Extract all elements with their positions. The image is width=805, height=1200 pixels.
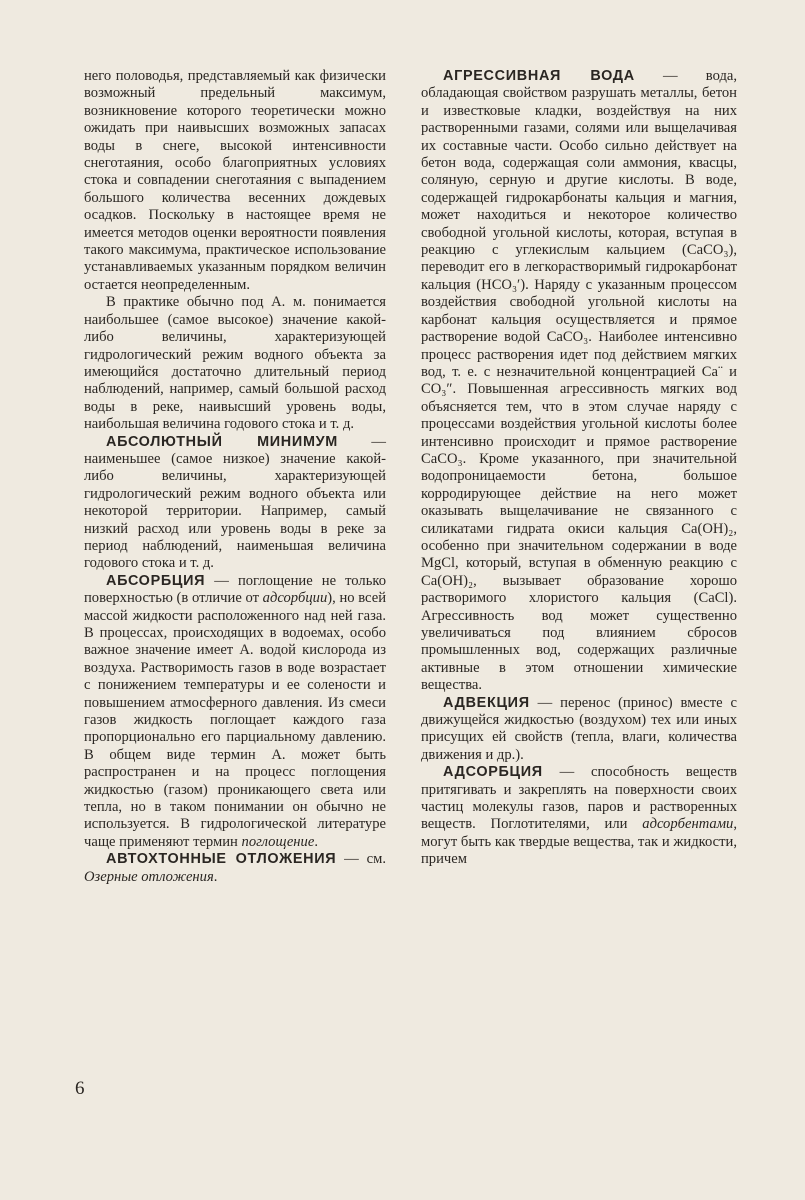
definition: . [314,833,318,850]
headword: АГРЕССИВНАЯ ВОДА [443,68,635,84]
headword: АДВЕКЦИЯ [443,694,530,711]
definition: ), но всей массой жидкости расположенного над ней газа. В процессах, происходящих в водоемах, особо важное значение имеет А. водой кислорода из воздуха. Растворимость газов в воде возрастает с понижением температуры и ее солености и повышением атмосферного давления. Из смеси газов жидкость поглощает каждого газа пропорционально его парциальному давлению. В общем виде термин А. может быть распространен и на процесс поглощения жидкостью (газом) проникающего света или тепла, но в таком понимании он обычно не используется. В гидрологической литературе чаще применяют термин [84,590,386,850]
headword: АБСОЛЮТНЫЙ МИНИМУМ [106,433,338,450]
entry-aggressive-water [421,68,737,695]
definition: — вода, обладающая свойством разрушать металлы, бетон и известковые кладки, воздействуя на них растворенными газами, солями или выщелачивая их составные части. Особо сильно действует на бетон вода, содержащая соли аммония, квасцы, соляную, серную и другие кислоты. В воде, содержащей гидрокарбонаты кальция и магния, может находиться и некоторое количество свободной угольной кислоты, которая, вступая в реакцию с углекислым кальцием (CaCO₃), переводит его в легкорастворимый гидрокарбонат кальция (HCO₃′). Наряду с указанным процессом воздействия свободной угольной кислоты на карбонат кальция осуществляется и прямое растворение водой CaCO₃. Наиболее интенсивно процесс растворения идет под действием мягких вод, т. е. с незначительной концентрацией Ca¨ и CO₃″. Повышенная агрессивность мягких вод объясняется тем, что в этом случае наряду с процессами воздействия угольной кислоты более интенсивно происходит и прямое растворение CaCO₃. Кроме указанного, при значительной водопроницаемости бетона, большое корродирующее действие на него может оказывать выщелачивание не связанного с силикатами гидрата окиси кальция Ca(OH)₂, особенно при значительном содержании в воде MgCl, который, вступая в обменную реакцию с Ca(OH)₂, вызывает образование хорошо растворимого хлористого кальция (CaCl). Агрессивность вод может существенно увеличиваться под влиянием сбросов промышленных вод, содержащих различные активные в этом отношении химические вещества. [421,68,738,694]
entry-adsorption [421,764,737,868]
right-column [421,68,737,869]
cross-reference: адсорбции [262,590,328,607]
left-column [84,68,386,886]
headword: АБСОРБЦИЯ [106,572,206,589]
entry-autochthonous-deposits [84,851,386,886]
cross-reference: адсорбентами [642,816,734,833]
continued-text: него половодья, представляемый как физически возможный предельный максимум, возникновение которого теоретически можно ожидать при наивысших возможных запасах воды в снеге, высокой интенсивности снеготаяния, особо благоприятных условиях стока и совпадении снеготаяния с выпадением большого количества весенних дождевых осадков. Поскольку в настоящее время не имеется методов оценки вероятности появления такого максимума, практическое использование устанавливаемых указанным порядком величин остается неопределенным. [84,68,386,293]
headword: АВТОХТОННЫЕ ОТЛОЖЕНИЯ [106,851,337,868]
practice-text: В практике обычно под А. м. понимается наибольшее (самое высокое) значение какой-либо величины, характеризующей гидрологический режим водного объекта за имеющийся достаточно длительный период наблюдений, например, самый большой расход воды в реке, наивысший уровень воды, наибольшая величина годового стока и т. д. [84,294,386,433]
continued-paragraph [84,68,386,294]
paragraph-practice [84,294,386,433]
entry-absorption [84,573,386,852]
definition: — способность веществ притягивать и закреплять на поверхности своих частиц молекулы газов, паров и растворенных веществ. Поглотителями, или [421,764,737,833]
definition: — поглощение не только поверхностью (в отличие от [84,572,386,607]
definition: — перенос (принос) вместе с движущейся жидкостью (воздухом) тех или иных присущих ей свойств (тепла, влаги, количества движения и др.). [421,694,737,763]
page-number: 6 [75,1078,85,1099]
headword: АДСОРБЦИЯ [443,764,543,781]
entry-absolute-minimum [84,434,386,573]
definition: , могут быть как твердые вещества, так и жидкости, причем [421,816,737,868]
cross-reference: поглощение [241,833,315,850]
cross-reference: Озерные отложения [84,868,214,885]
definition: . [213,868,218,885]
definition: — см. [336,851,386,868]
entry-advection [421,695,737,765]
definition: — наименьшее (самое низкое) значение какой-либо величины, характеризующей гидрологический режим водного объекта или некоторой территории. Например, самый низкий расход или уровень воды в реке за период наблюдений, наименьшая величина годового стока и т. д. [84,433,386,572]
